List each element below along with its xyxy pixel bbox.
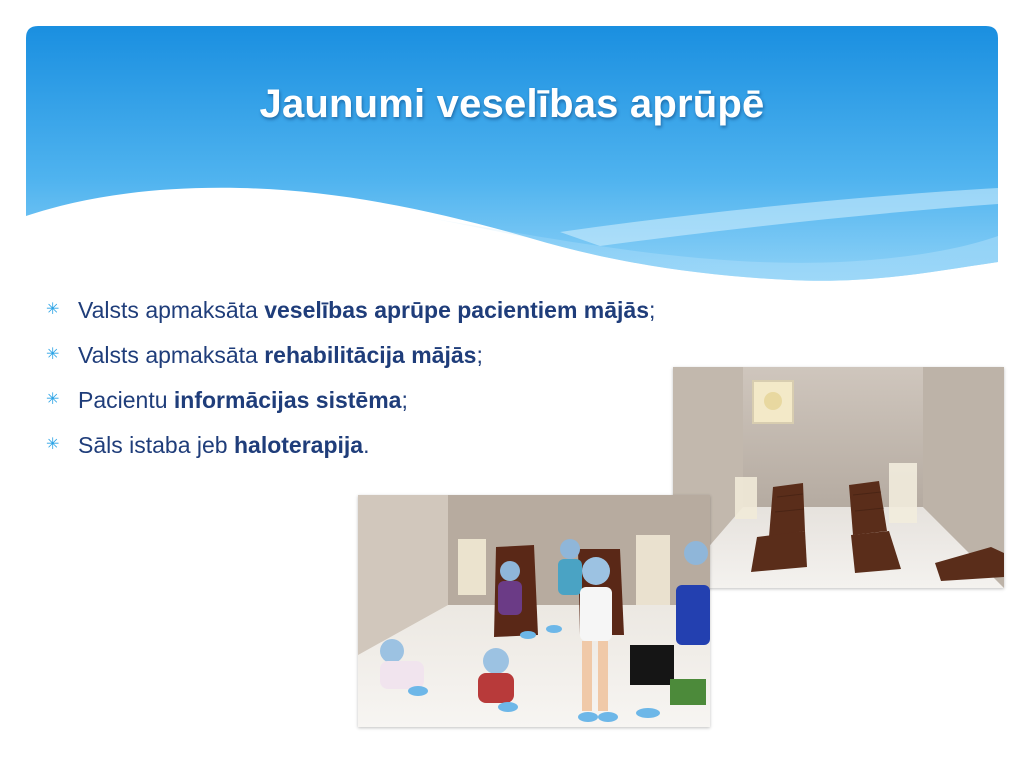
bullet-bold-text: rehabilitācija mājās <box>264 342 477 368</box>
slide-title: Jaunumi veselības aprūpē <box>259 82 765 126</box>
header-wave-banner <box>0 0 1024 300</box>
asterisk-bullet-icon: ✳ <box>46 436 60 453</box>
asterisk-bullet-icon: ✳ <box>46 391 60 408</box>
bullet-text: Valsts apmaksāta <box>78 297 265 323</box>
bullet-bold-text: informācijas sistēma <box>173 387 402 413</box>
asterisk-bullet-icon: ✳ <box>46 346 60 363</box>
bullet-suffix: ; <box>401 387 408 413</box>
bullet-bold-text: veselības aprūpe pacientiem mājās <box>264 297 650 323</box>
bullet-suffix: ; <box>476 342 483 368</box>
asterisk-bullet-icon: ✳ <box>46 301 60 318</box>
salt-room-photo <box>673 367 1004 588</box>
bullet-suffix: . <box>363 432 370 458</box>
bullet-suffix: ; <box>649 297 656 323</box>
bullet-item <box>46 290 806 335</box>
children-salt-room-photo <box>358 495 710 727</box>
bullet-bold-text: haloterapija <box>233 432 364 458</box>
bullet-text: Valsts apmaksāta <box>78 342 265 368</box>
bullet-text: Sāls istaba jeb <box>78 432 234 458</box>
bullet-text: Pacientu <box>78 387 174 413</box>
